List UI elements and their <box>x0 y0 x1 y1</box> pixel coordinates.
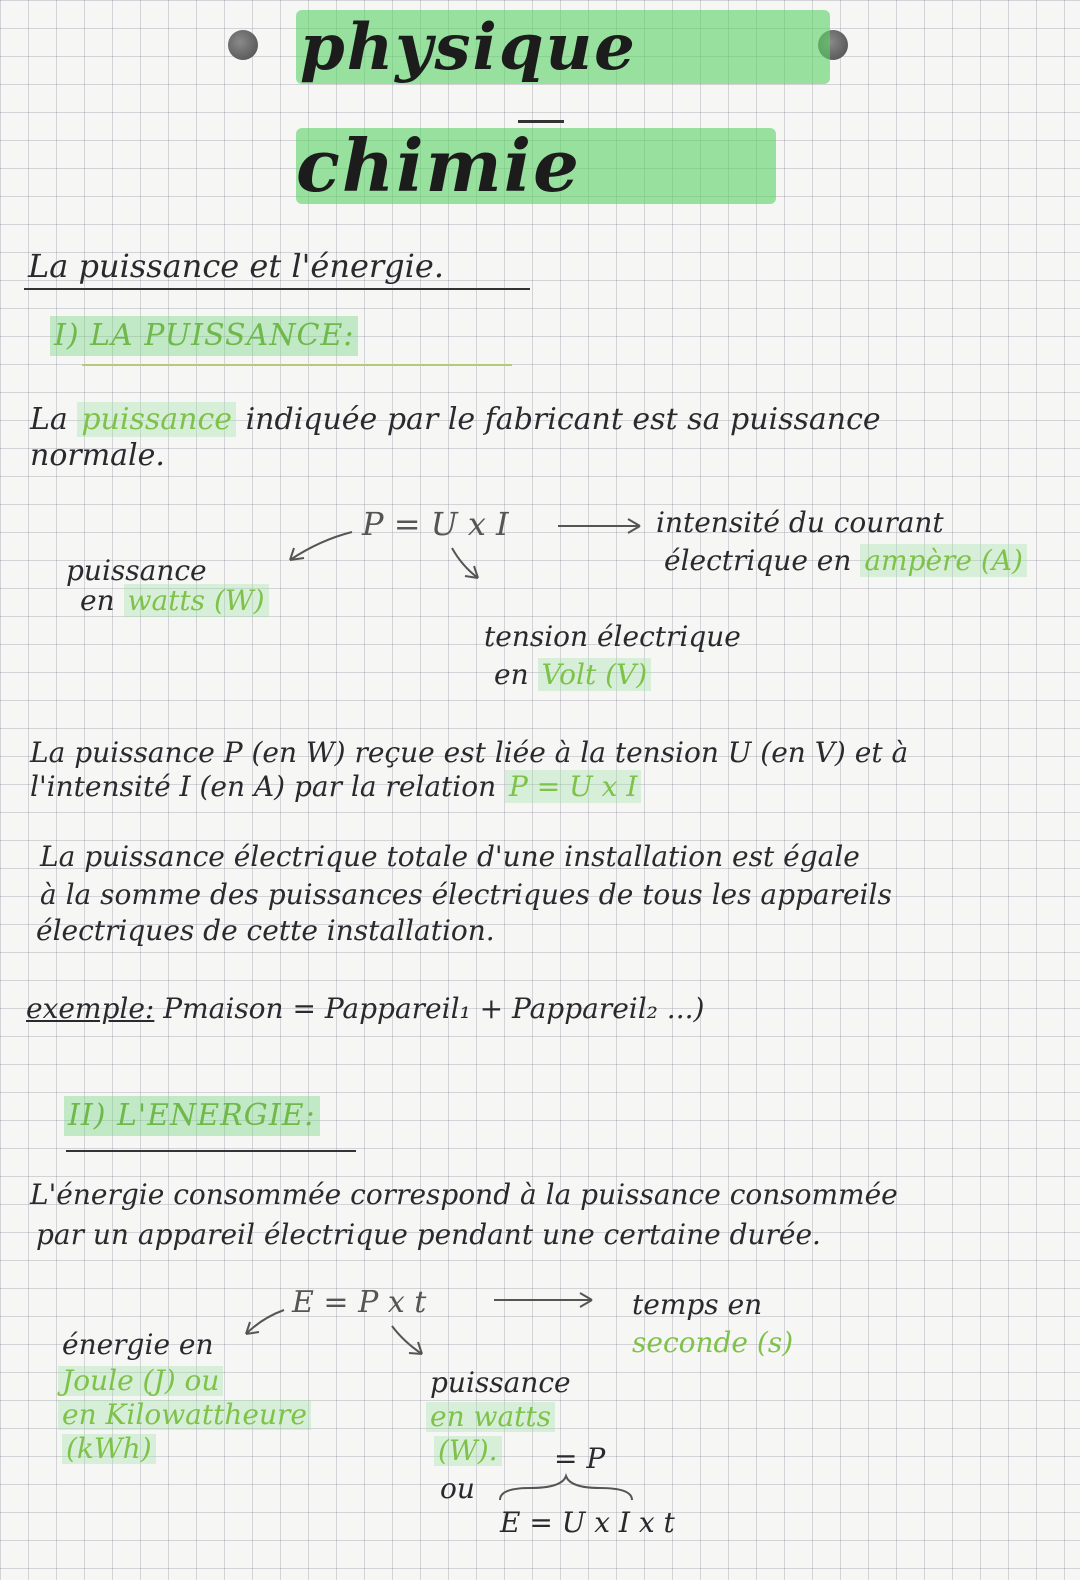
total-line3: électriques de cette installation. <box>36 914 495 947</box>
title-line-2: chimie <box>296 123 581 208</box>
power2-label-line2: en watts <box>426 1402 555 1432</box>
section2-heading: II) L'ENERGIE: <box>64 1096 320 1136</box>
power2-label-line3: (W). <box>434 1436 502 1466</box>
intro-highlight: puissance <box>77 402 236 437</box>
power-label-line1: puissance <box>66 554 207 587</box>
power-label-unit: watts (W) <box>124 584 269 617</box>
title-line-1: physique <box>300 10 637 85</box>
section1-heading: I) LA PUISSANCE: <box>50 316 358 356</box>
time-label-line1: temps en <box>632 1288 763 1321</box>
or-word: ou <box>440 1472 475 1505</box>
intensity-label-line1: intensité du courant <box>656 506 944 539</box>
section2-intro-line1: L'énergie consommée correspond à la puissance consommée <box>30 1178 898 1211</box>
total-line1: La puissance électrique totale d'une installation est égale <box>40 840 860 873</box>
power2-label-line1: puissance <box>430 1366 571 1399</box>
energy-label-line1: énergie en <box>62 1328 214 1361</box>
energy-label-line2: Joule (J) ou <box>58 1366 223 1396</box>
energy-label-line3: en Kilowattheure <box>58 1400 311 1430</box>
section2-intro-line2: par un appareil électrique pendant une certaine durée. <box>36 1218 821 1251</box>
power-label-pre: en <box>80 584 124 617</box>
time-label-line2: seconde (s) <box>632 1326 794 1359</box>
equals-p: = P <box>554 1442 606 1475</box>
intensity-label-unit: ampère (A) <box>860 544 1027 577</box>
example-text: Pmaison = Pappareil₁ + Pappareil₂ ...) <box>154 992 705 1025</box>
intro-post: indiquée par le fabricant est sa puissance <box>236 402 881 437</box>
power-formula: P = U x I <box>362 505 509 543</box>
intro-pre: La <box>30 402 78 437</box>
relation-formula: P = U x I <box>505 770 641 803</box>
relation-line1: La puissance P (en W) reçue est liée à la tension U (en V) et à <box>30 736 909 769</box>
voltage-label-line1: tension électrique <box>484 620 741 653</box>
example-label: exemple: <box>26 992 155 1025</box>
chapter-title: La puissance et l'énergie. <box>28 247 444 285</box>
relation-text: l'intensité I (en A) par la relation <box>30 770 506 803</box>
total-line2: à la somme des puissances électriques de tous les appareils <box>40 878 892 911</box>
energy-formula: E = P x t <box>292 1285 427 1320</box>
alt-energy-formula: E = U x I x t <box>500 1506 675 1539</box>
intensity-label-pre: électrique en <box>664 544 861 577</box>
voltage-label-pre: en <box>494 658 538 691</box>
section1-intro-line2: normale. <box>30 438 165 473</box>
energy-label-line4: (kWh) <box>62 1434 156 1464</box>
voltage-label-unit: Volt (V) <box>538 658 652 691</box>
